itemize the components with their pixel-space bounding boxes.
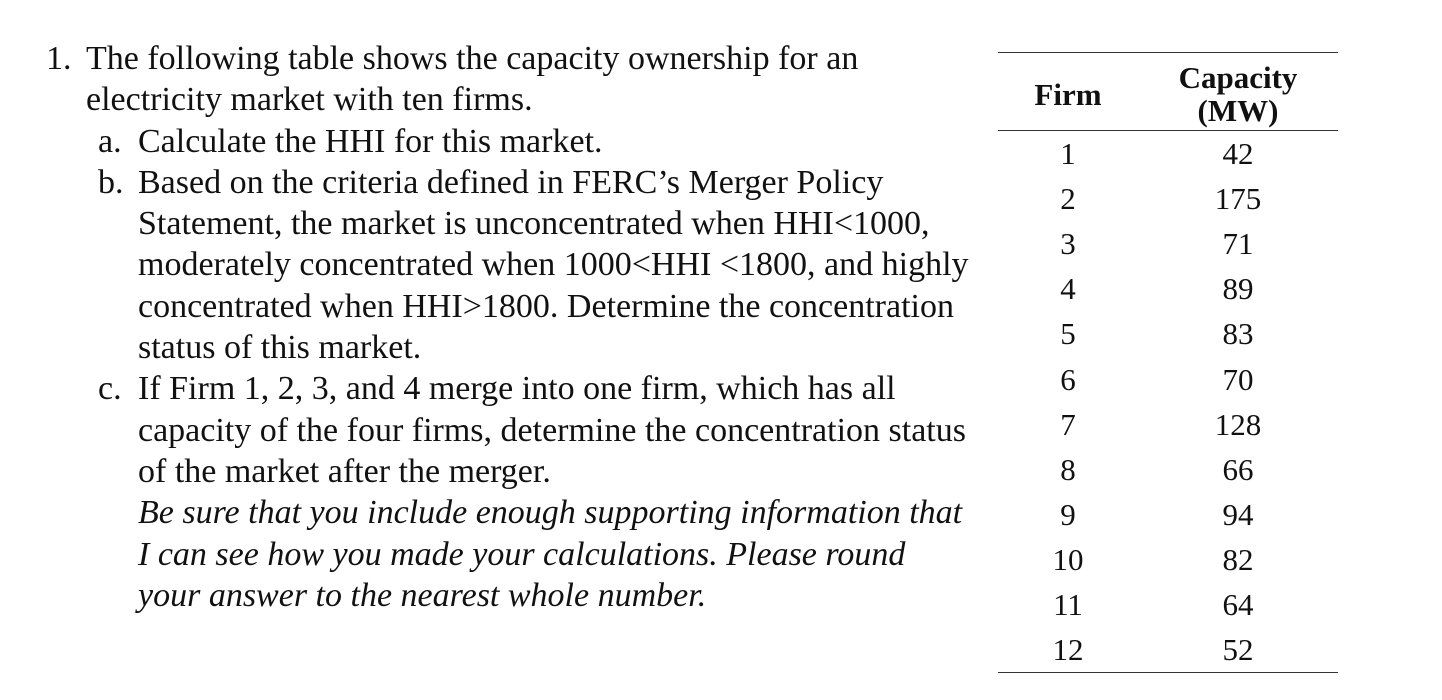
question-intro — [46, 38, 976, 121]
firm-cell: 7 — [1060, 406, 1076, 442]
table-row — [998, 176, 1338, 221]
capacity-cell: 89 — [1222, 271, 1254, 307]
sub-question-letter: a. — [98, 122, 122, 160]
capacity-column-header — [1138, 53, 1338, 131]
sub-question-letter: c. — [98, 370, 122, 408]
capacity-cell: 128 — [1214, 406, 1262, 442]
table-row — [998, 131, 1338, 177]
sub-question-a — [98, 121, 976, 162]
firm-cell: 8 — [1060, 451, 1076, 487]
sub-question-text: If Firm 1, 2, 3, and 4 merge into one firm, which has all capacity of the four firms, determine the concentration status of the market after the merger. — [138, 370, 966, 490]
table-row — [998, 266, 1338, 311]
capacity-cell: 52 — [1222, 632, 1254, 668]
capacity-cell: 66 — [1222, 451, 1254, 487]
capacity-header-unit: (MW) — [1197, 93, 1279, 128]
table-row — [998, 221, 1338, 266]
sub-question-letter: b. — [98, 163, 124, 201]
firm-cell: 1 — [1060, 136, 1076, 172]
capacity-cell: 82 — [1222, 541, 1254, 577]
firm-cell: 5 — [1060, 316, 1076, 352]
table-row — [998, 492, 1338, 537]
capacity-cell: 71 — [1222, 226, 1254, 262]
table-header-row — [998, 53, 1338, 131]
firm-cell: 10 — [1052, 541, 1084, 577]
capacity-cell: 42 — [1222, 136, 1254, 172]
capacity-cell: 94 — [1222, 496, 1254, 532]
question-intro-text: The following table shows the capacity ownership for an electricity market with ten firms. — [86, 40, 859, 119]
sub-question-list — [98, 121, 976, 617]
firm-cell: 3 — [1060, 226, 1076, 262]
sub-question-b — [98, 162, 976, 368]
table-row — [998, 627, 1338, 673]
capacity-cell: 64 — [1222, 586, 1254, 622]
firm-cell: 4 — [1060, 271, 1076, 307]
capacity-cell: 175 — [1214, 181, 1262, 217]
table-row — [998, 447, 1338, 492]
sub-question-text: Based on the criteria defined in FERC’s Merger Policy Statement, the market is unconcentrated when HHI<1000, moderately concentrated when 1000<HHI <1800, and highly concentrated when HHI>1800. Determine the concentration status of this market. — [138, 163, 969, 367]
table-row — [998, 582, 1338, 627]
sub-question-text-wrapper — [138, 368, 976, 616]
firm-cell: 12 — [1052, 632, 1084, 668]
capacity-table — [998, 52, 1338, 673]
capacity-cell: 83 — [1222, 316, 1254, 352]
table-row — [998, 537, 1338, 582]
table-row — [998, 402, 1338, 447]
question-number: 1. — [46, 40, 72, 77]
sub-question-text: Calculate the HHI for this market. — [138, 122, 603, 160]
table-row — [998, 311, 1338, 356]
firm-cell: 6 — [1060, 361, 1076, 397]
firm-cell: 11 — [1053, 586, 1083, 622]
instruction-note: Be sure that you include enough supporting information that I can see how you made your calculations. Please round your answer to the nearest whole number. — [138, 494, 963, 614]
capacity-cell: 70 — [1222, 361, 1254, 397]
firm-cell: 2 — [1060, 181, 1076, 217]
table-row — [998, 356, 1338, 401]
capacity-header-label: Capacity — [1178, 60, 1298, 95]
firm-column-header: Firm — [1034, 76, 1102, 112]
sub-question-c — [98, 368, 976, 616]
firm-cell: 9 — [1060, 496, 1076, 532]
capacity-table-container — [998, 52, 1338, 673]
question-block — [46, 38, 976, 616]
